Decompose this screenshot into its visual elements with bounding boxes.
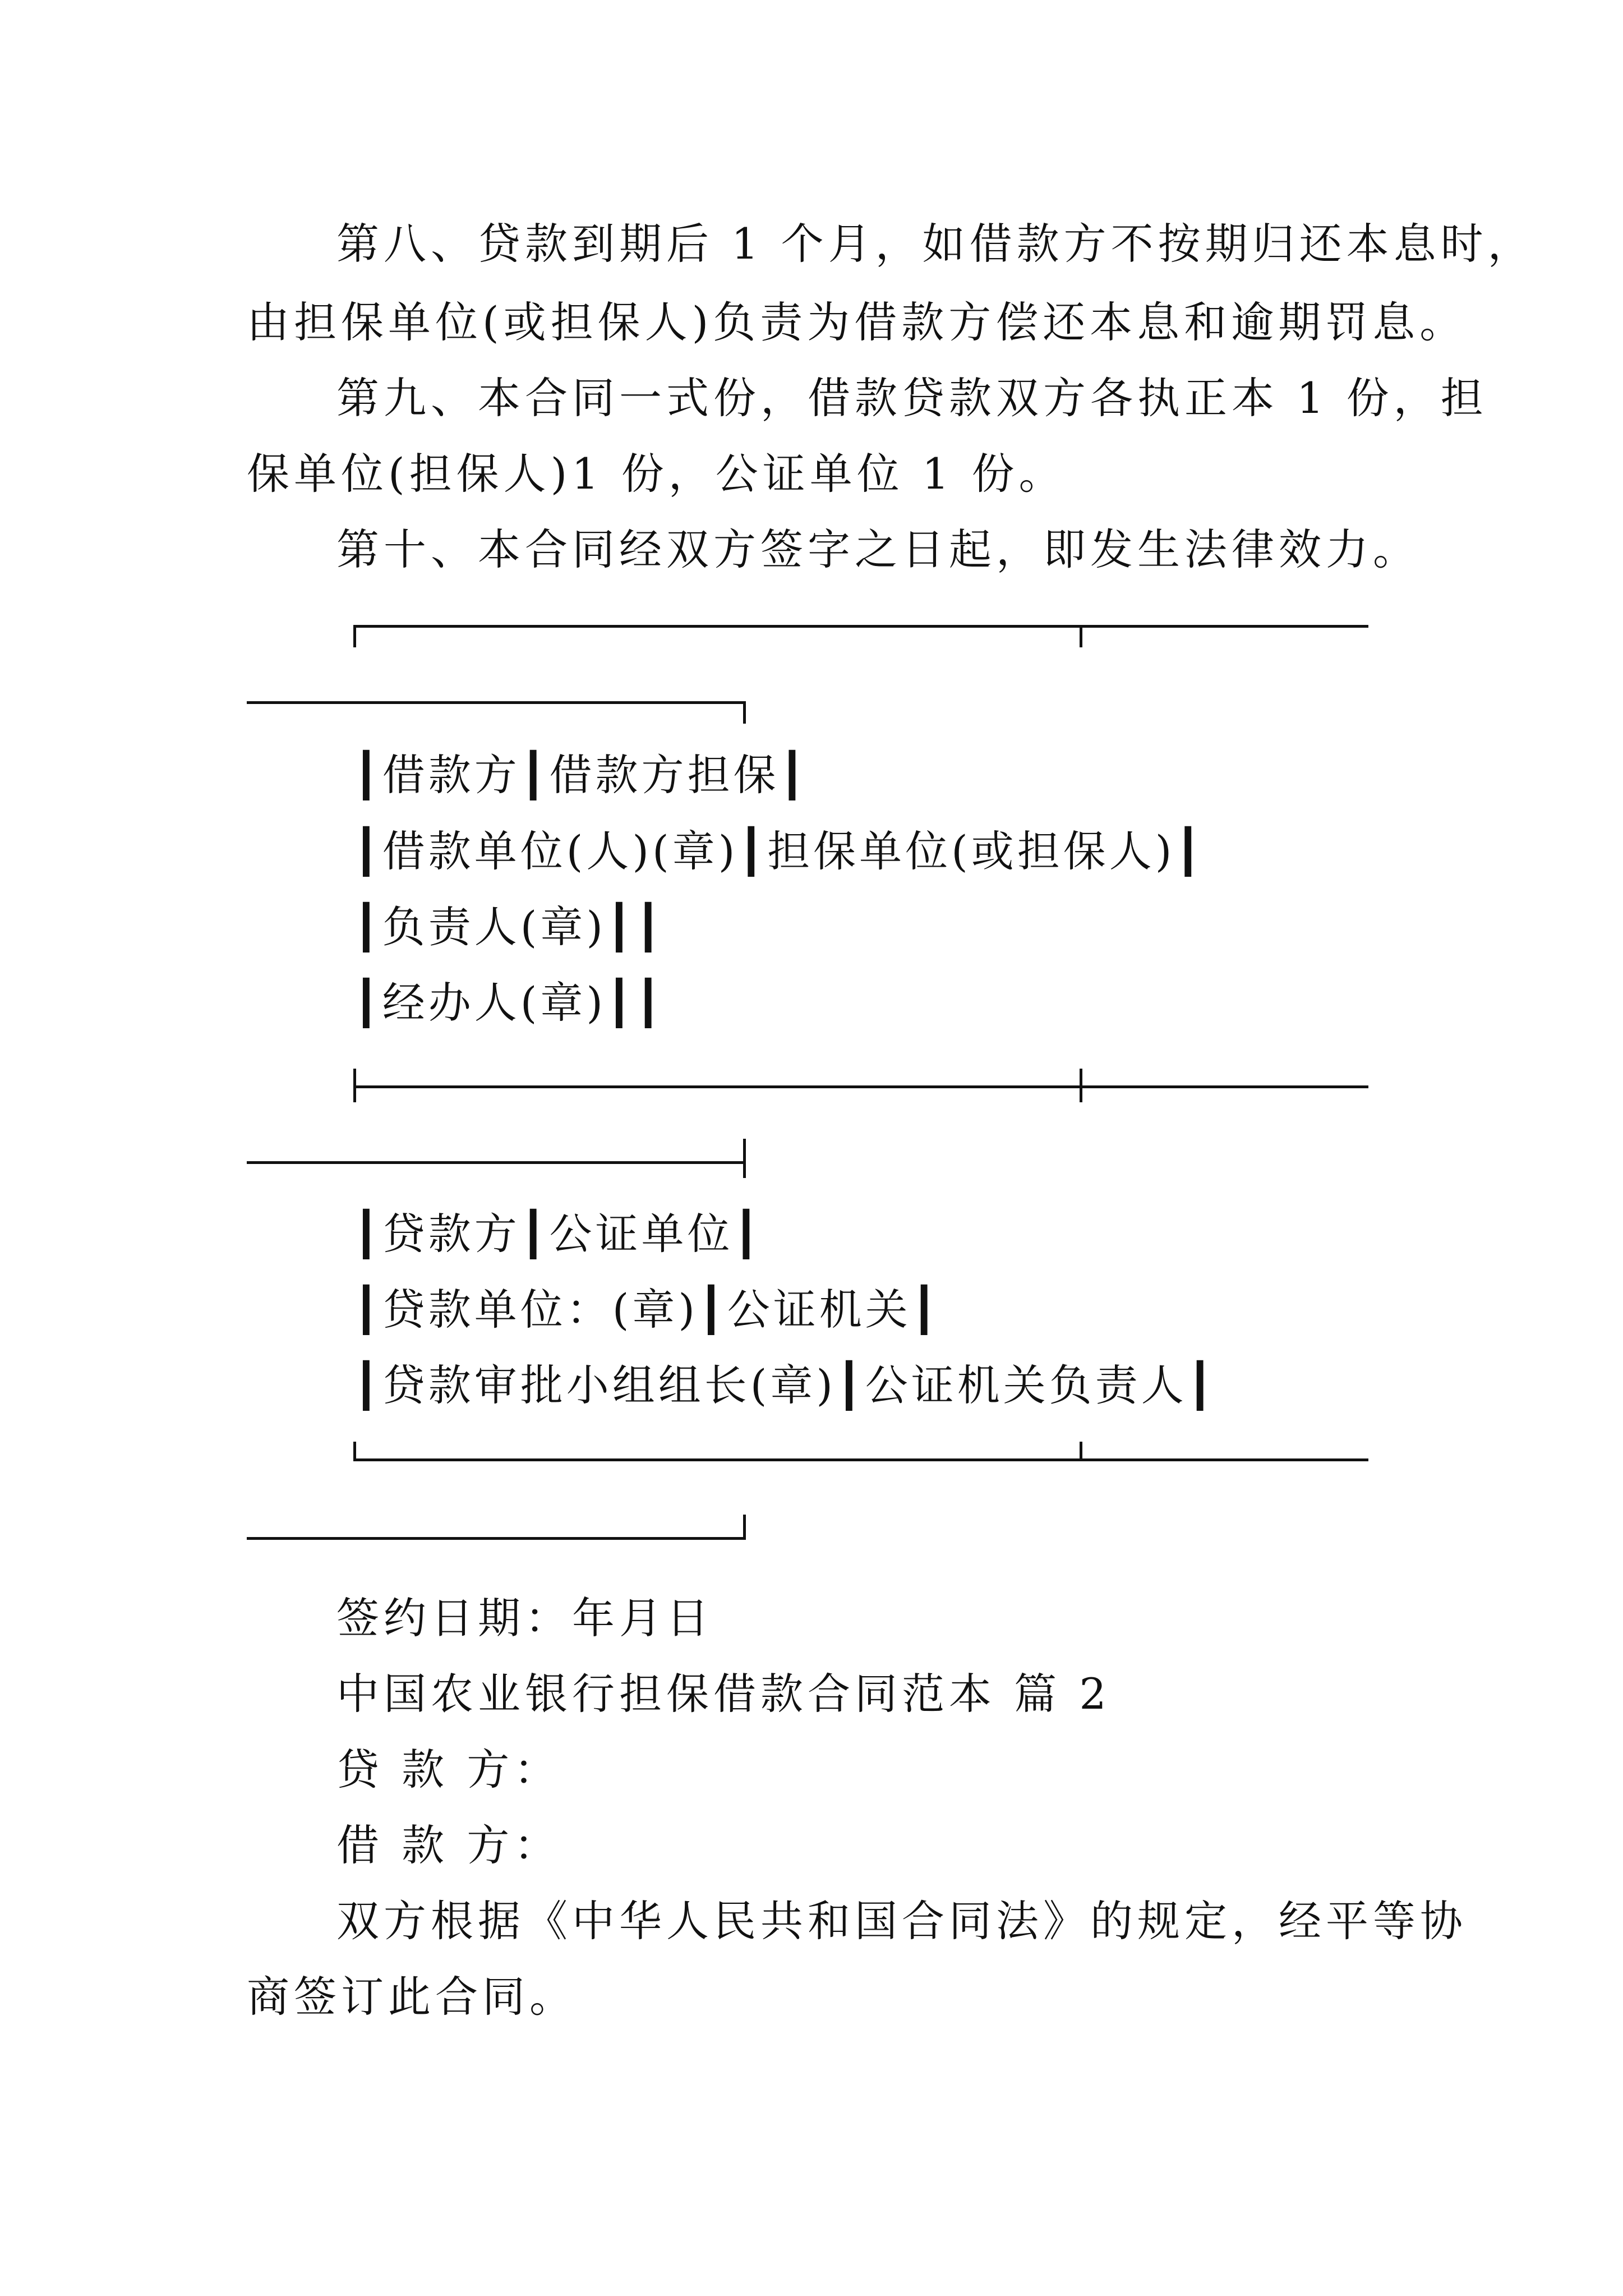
table-row-units: ┃借款单位(人)(章)┃担保单位(或担保人)┃ bbox=[353, 826, 1205, 876]
table-row-approval: ┃贷款审批小组组长(章)┃公证机关负责人┃ bbox=[353, 1360, 1216, 1410]
borrower-label: 借 款 方： bbox=[336, 1820, 561, 1870]
table-row-handler: ┃经办人(章)┃┃ bbox=[353, 978, 665, 1028]
table-row-lender-unit: ┃贷款单位：(章)┃公证机关┃ bbox=[353, 1285, 940, 1335]
section-title: 中国农业银行担保借款合同范本 篇 2 bbox=[336, 1669, 1111, 1719]
clause-9-line-2: 保单位(担保人)1 份，公证单位 1 份。 bbox=[247, 449, 1066, 499]
lender-label: 贷 款 方： bbox=[336, 1745, 561, 1795]
clause-8-line-1: 第八、贷款到期后 1 个月，如借款方不按期归还本息时， bbox=[336, 219, 1535, 269]
sign-date: 签约日期：年月日 bbox=[336, 1593, 713, 1643]
clause-8-line-2: 由担保单位(或担保人)负责为借款方偿还本息和逾期罚息。 bbox=[247, 297, 1467, 347]
table-row-responsible: ┃负责人(章)┃┃ bbox=[353, 902, 665, 952]
clause-9-line-1: 第九、本合同一式份，借款贷款双方各执正本 1 份，担 bbox=[336, 373, 1488, 423]
closing-paragraph-line-1: 双方根据《中华人民共和国合同法》的规定，经平等协 bbox=[336, 1896, 1467, 1946]
table-row-parties: ┃借款方┃借款方担保┃ bbox=[353, 750, 809, 800]
clause-10: 第十、本合同经双方签字之日起，即发生法律效力。 bbox=[336, 524, 1420, 574]
closing-paragraph-line-2: 商签订此合同。 bbox=[247, 1972, 577, 2022]
table-row-lender: ┃贷款方┃公证单位┃ bbox=[353, 1209, 763, 1259]
